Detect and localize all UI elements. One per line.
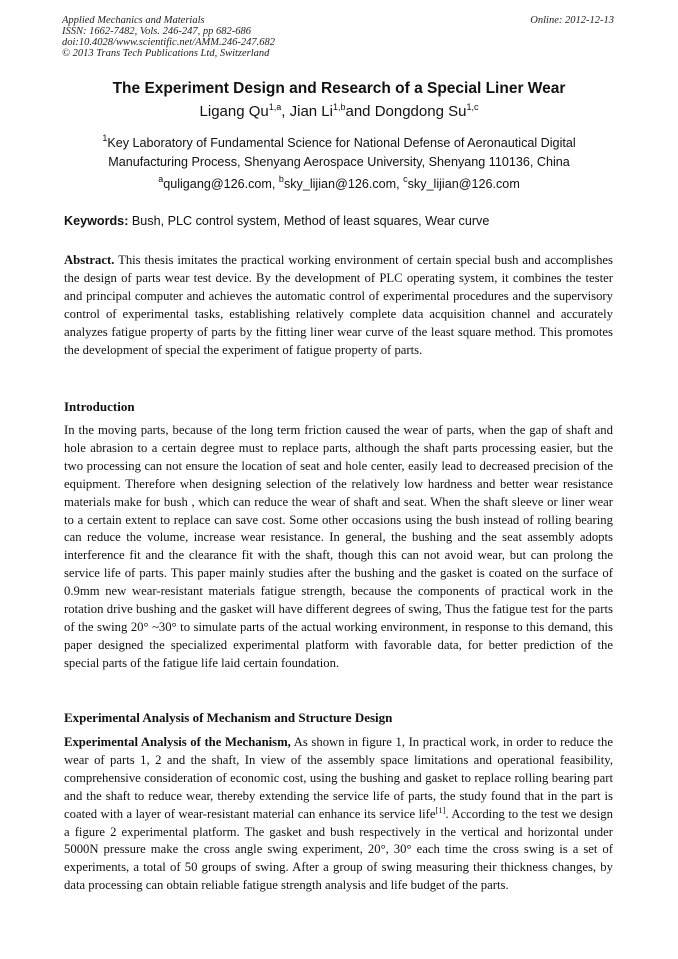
journal-name: Applied Mechanics and Materials [62, 15, 205, 26]
section-heading: Experimental Analysis of Mechanism and Structure Design [64, 710, 393, 725]
issn: ISSN: 1662-7482, Vols. 246-247, pp 682-686 [62, 26, 251, 37]
email: $^b$sky_lijian@126.com, [278, 174, 404, 191]
author-emails [0, 174, 678, 191]
citation-ref[interactable]: [1] [435, 804, 446, 815]
affiliation: $^1$Key Laboratory of Fundamental Science for National Defense of Aeronautical Digital Manufacturing Process, Shenyang Aerospace University, Shenyang 110136, China [102, 133, 576, 169]
copyright: © 2013 Trans Tech Publications Ltd, Switzerland [62, 48, 270, 59]
author: Ligang Qu$^{1,a}$, [199, 102, 290, 120]
abstract-paragraph [64, 252, 613, 359]
author: and Dongdong Su$^{1,c}$ [345, 102, 479, 120]
keywords [64, 214, 489, 228]
author-list [0, 103, 678, 120]
keywords-label: Keywords: [64, 214, 129, 228]
paper-title: The Experiment Design and Research of a Special Liner Wear [112, 80, 566, 97]
journal-header [62, 15, 275, 59]
abstract-label: Abstract. [64, 253, 115, 267]
section-paragraph: Experimental Analysis of the Mechanism, As shown in figure 1, In practical work, in order to reduce the wear of parts 1, 2 and the shaft, In view of the assembly space limitations and operational feasibility, comprehensive consideration of economic cost, using the bushing and gasket to replace rolling bearing part and the shaft to reduce wear, thereby extending the service life of parts, the study found that in the part is coated with a layer of wear-resistant material can enhance its service life[1]. According to the test we design a figure 2 experimental platform. The gasket and bush respectively in the vertical and horizontal under 5000N pressure make the cross angle swing experiment, 20°, 30° each time the cross swing is a set of experiments, a total of 50 groups of swing. After a group of swing measuring their thickness changes, by data processing can obtain reliable fatigue strength analysis and life budget of the parts. [64, 735, 613, 893]
subsection-label: Experimental Analysis of the Mechanism, [64, 735, 291, 749]
keywords-text: Bush, PLC control system, Method of least squares, Wear curve [131, 214, 490, 228]
introduction-paragraph: In the moving parts, because of the long term friction caused the wear of parts, when the gap of shaft and hole abrasion to a certain degree must to replace parts, although the shaft parts processing easier, but the two processing can not ensure the location of seat and hole center, easily lead to decreased precision of the equipment. Therefore when designing selection of the relatively low hardness and better wear resistance materials make for bush , which can reduce the wear of shaft and seat. When the shaft sleeve or liner wear to a certain extent to replace can save cost. Some other occasions using the bush instead of rolling bearing can reduce the volume, increase wear resistance. In general, the bushing and the seat assembly adopts interference fit and the clearance fit with the shaft, though this can not avoid wear, but can prolong the service life of parts. This paper mainly studies after the bushing and the gasket is coated on the surface of 0.9mm new wear-resistant materials fatigue strength, because the components of practical work in the rotation drive bushing and the gasket will have different degrees of swing, Thus the fatigue test for the parts of the swing 20° ~30° to simulate parts of the actual working environment, in response to this demand, this paper designed the specialized experimental platform with favorable data, for better prediction of the special parts of the fatigue life laid certain foundation. [64, 423, 613, 670]
email: $^c$sky_lijian@126.com [403, 174, 520, 191]
abstract-text: This thesis imitates the practical working environment of certain special bush and accomplishes the design of parts wear test device. By the development of PLC operating system, it combines the tester and principal computer and achieves the automatic control of experimental procedures and the supervisory control of experimental tasks, establishing relatively complete data acquisition channel and accurately analyzes fatigue property of parts by the fitting liner wear curve of the least square method. This promotes the development of special the experiment of fatigue property of parts. [64, 253, 613, 357]
author: Jian Li$^{1,b}$ [289, 102, 346, 120]
doi: doi:10.4028/www.scientific.net/AMM.246-247.682 [62, 37, 275, 48]
introduction-heading: Introduction [64, 399, 135, 414]
online-date: Online: 2012-12-13 [530, 15, 614, 26]
email: $^a$quligang@126.com, [158, 174, 279, 191]
